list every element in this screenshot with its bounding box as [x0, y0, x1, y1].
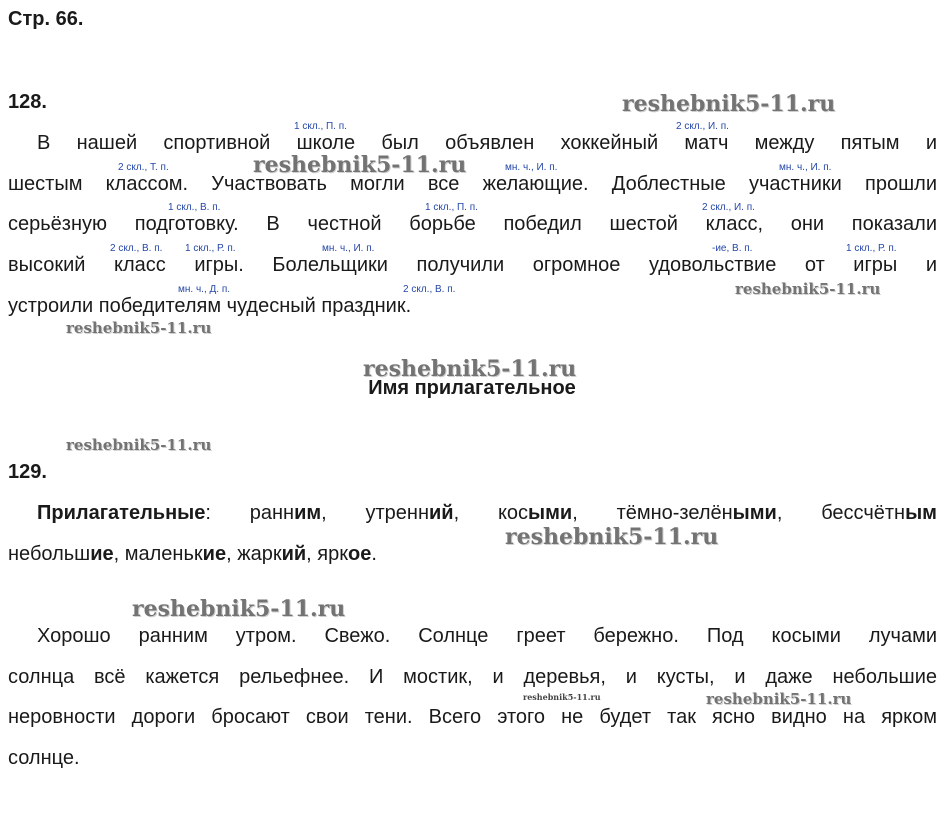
- adjective: ранним: [249, 502, 322, 524]
- adjective: бессчётным: [821, 502, 937, 524]
- grammar-note: 2 скл., И. п.: [702, 202, 755, 213]
- watermark: reshebnik5-11.ru: [132, 596, 346, 622]
- text-line: шестым классом. Участвовать могли все желающие. Доблестные участники прошли: [8, 173, 937, 195]
- adjectives-line-2: небольшие, маленькие, жаркий, яркое.: [8, 543, 377, 565]
- adjective: маленькие: [124, 543, 227, 565]
- grammar-note: 1 скл., В. п.: [168, 202, 221, 213]
- grammar-note: 2 скл., Т. п.: [118, 162, 169, 173]
- grammar-note: 2 скл., И. п.: [676, 121, 729, 132]
- grammar-note: 2 скл., В. п.: [110, 243, 163, 254]
- adjectives-line-1: Прилагательные: ранним, утренний, косыми, тёмно-зелёными, бессчётным: [37, 502, 937, 524]
- exercise-128-number: 128.: [8, 91, 47, 113]
- watermark: reshebnik5-11.ru: [735, 280, 881, 298]
- watermark: reshebnik5-11.ru: [622, 91, 836, 117]
- text-line: солнца всё кажется рельефнее. И мостик, и деревья, и кусты, и даже небольшие: [8, 666, 937, 688]
- grammar-note: 2 скл., В. п.: [403, 284, 456, 295]
- adjective: яркое: [317, 543, 372, 565]
- text-line: солнце.: [8, 747, 80, 769]
- adjective: косыми: [497, 502, 573, 524]
- text-line: Хорошо ранним утром. Свежо. Солнце греет бережно. Под косыми лучами: [37, 625, 937, 647]
- watermark: reshebnik5-11.ru: [66, 436, 212, 454]
- adjective: утренний: [365, 502, 454, 524]
- adjective: жаркий: [237, 543, 307, 565]
- watermark: reshebnik5-11.ru: [363, 356, 577, 382]
- text-line: устроили победителям чудесный праздник.: [8, 295, 412, 317]
- watermark: reshebnik5-11.ru: [523, 692, 601, 702]
- watermark: reshebnik5-11.ru: [253, 152, 467, 178]
- grammar-note: -ие, В. п.: [712, 243, 753, 254]
- page-number: Стр. 66.: [8, 8, 84, 30]
- watermark: reshebnik5-11.ru: [706, 690, 852, 708]
- grammar-note: мн. ч., И. п.: [779, 162, 832, 173]
- text-line: В нашей спортивной школе был объявлен хоккейный матч между пятым и: [37, 132, 937, 154]
- exercise-129-number: 129.: [8, 461, 47, 483]
- text-line: неровности дороги бросают свои тени. Всего этого не будет так ясно видно на ярком: [8, 706, 937, 728]
- text-line: высокий класс игры. Болельщики получили огромное удовольствие от игры и: [8, 254, 937, 276]
- grammar-note: 1 скл., Р. п.: [185, 243, 236, 254]
- adjective: небольшие: [8, 543, 114, 565]
- adjective: тёмно-зелёными: [616, 502, 777, 524]
- grammar-note: 1 скл., П. п.: [425, 202, 478, 213]
- grammar-note: мн. ч., Д. п.: [178, 284, 231, 295]
- adjectives-label: Прилагательные: [37, 502, 206, 524]
- text-line: серьёзную подготовку. В честной борьбе победил шестой класс, они показали: [8, 213, 937, 235]
- grammar-note: мн. ч., И. п.: [505, 162, 558, 173]
- watermark: reshebnik5-11.ru: [505, 524, 719, 550]
- watermark: reshebnik5-11.ru: [66, 319, 212, 337]
- grammar-note: 1 скл., Р. п.: [846, 243, 897, 254]
- grammar-note: мн. ч., И. п.: [322, 243, 375, 254]
- grammar-note: 1 скл., П. п.: [294, 121, 347, 132]
- section-heading: Имя прилагательное: [368, 377, 576, 399]
